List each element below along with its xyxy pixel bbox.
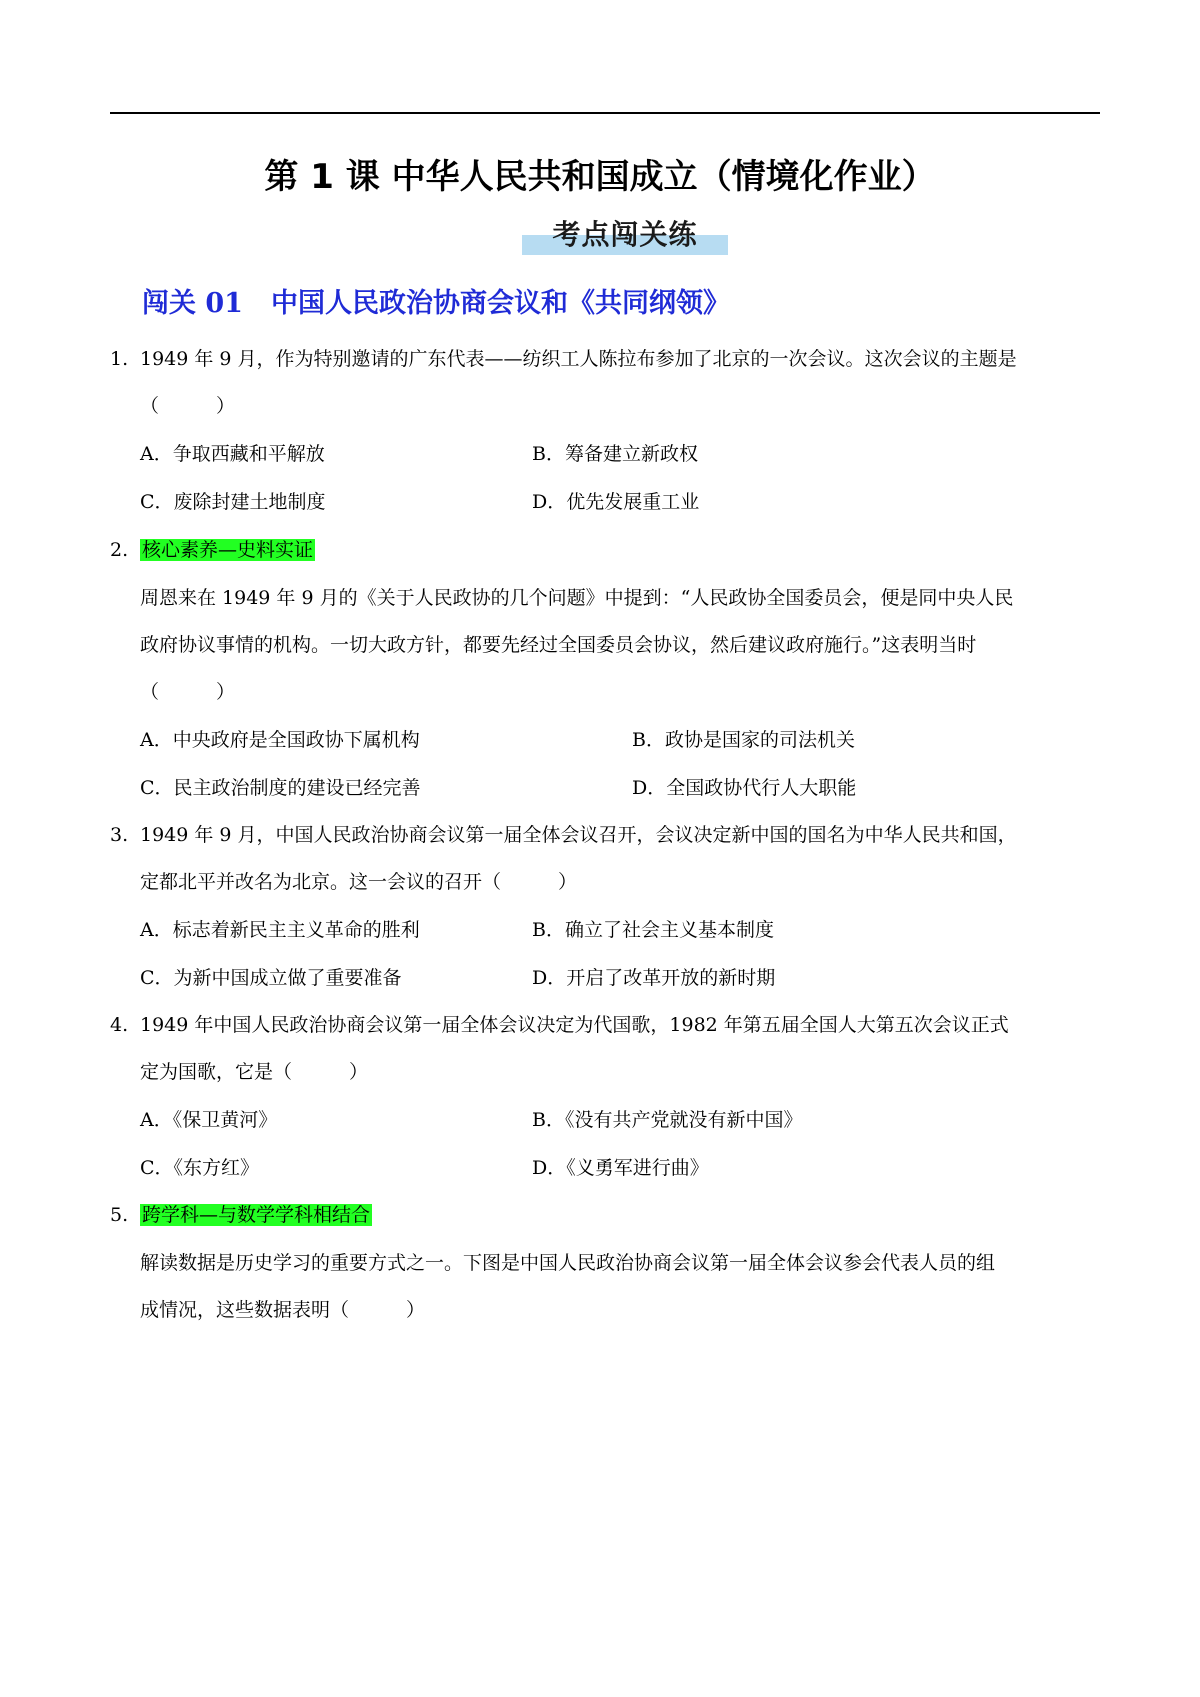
question-number: 5. — [110, 1204, 129, 1226]
option-a: A．争取西藏和平解放 — [140, 443, 325, 465]
option-d: D．优先发展重工业 — [532, 491, 700, 513]
competency-tag: 核心素养—史料实证 — [142, 539, 314, 561]
question-number: 2. — [110, 539, 129, 561]
option-c: C．民主政治制度的建设已经完善 — [140, 777, 421, 799]
question-number: 1. — [110, 348, 129, 370]
competency-tag: 跨学科—与数学学科相结合 — [142, 1204, 371, 1226]
banner-label: 考点闯关练 — [552, 218, 698, 251]
option-b: B．《没有共产党就没有新中国》 — [532, 1109, 803, 1131]
option-b: B．政协是国家的司法机关 — [632, 729, 855, 751]
question-stem: 解读数据是历史学习的重要方式之一。下图是中国人民政治协商会议第一届全体会议参会代表人员的组 — [140, 1252, 996, 1274]
option-a: A．《保卫黄河》 — [140, 1109, 278, 1131]
option-d: D．《义勇军进行曲》 — [532, 1157, 709, 1179]
question-stem: 1949 年中国人民政治协商会议第一届全体会议决定为代国歌，1982 年第五届全国人大第五次会议正式 — [140, 1014, 1009, 1036]
question-tag — [140, 1201, 372, 1229]
option-c: C．为新中国成立做了重要准备 — [140, 967, 402, 989]
option-d: D．全国政协代行人大职能 — [632, 777, 857, 799]
question-stem: 定为国歌，它是（ ） — [140, 1061, 369, 1083]
section-number: 闯关 01 — [142, 288, 243, 319]
question-stem: 成情况，这些数据表明（ ） — [140, 1299, 426, 1321]
option-d: D．开启了改革开放的新时期 — [532, 967, 776, 989]
question-stem: 1949 年 9 月，中国人民政治协商会议第一届全体会议召开，会议决定新中国的国名为中华人民共和国， — [140, 824, 1017, 846]
question-stem: 定都北平并改名为北京。这一会议的召开（ ） — [140, 871, 578, 893]
question-number: 3. — [110, 824, 129, 846]
option-b: B．确立了社会主义基本制度 — [532, 919, 774, 941]
section-heading — [142, 286, 730, 322]
section-title: 中国人民政治协商会议和《共同纲领》 — [270, 288, 730, 319]
question-tag — [140, 536, 315, 564]
question-stem: 周恩来在 1949 年 9 月的《关于人民政协的几个问题》中提到：“人民政协全国委员会，便是同中央人民 — [140, 587, 1014, 609]
question-stem: 政府协议事情的机构。一切大政方针，都要先经过全国委员会协议，然后建议政府施行。”这表明当时 — [140, 634, 977, 656]
option-a: A．中央政府是全国政协下属机构 — [140, 729, 420, 751]
question-stem: 1949 年 9 月，作为特别邀请的广东代表——纺织工人陈拉布参加了北京的一次会议。这次会议的主题是 — [140, 348, 1017, 370]
question-number: 4. — [110, 1014, 129, 1036]
page-title: 第 1 课 中华人民共和国成立（情境化作业） — [264, 157, 936, 197]
option-a: A．标志着新民主主义革命的胜利 — [140, 919, 420, 941]
option-c: C．《东方红》 — [140, 1157, 260, 1179]
answer-blank: （ ） — [140, 395, 236, 417]
answer-blank: （ ） — [140, 681, 236, 703]
option-b: B．筹备建立新政权 — [532, 443, 698, 465]
header-rule — [110, 112, 1100, 114]
practice-banner — [522, 215, 728, 261]
option-c: C．废除封建土地制度 — [140, 491, 326, 513]
